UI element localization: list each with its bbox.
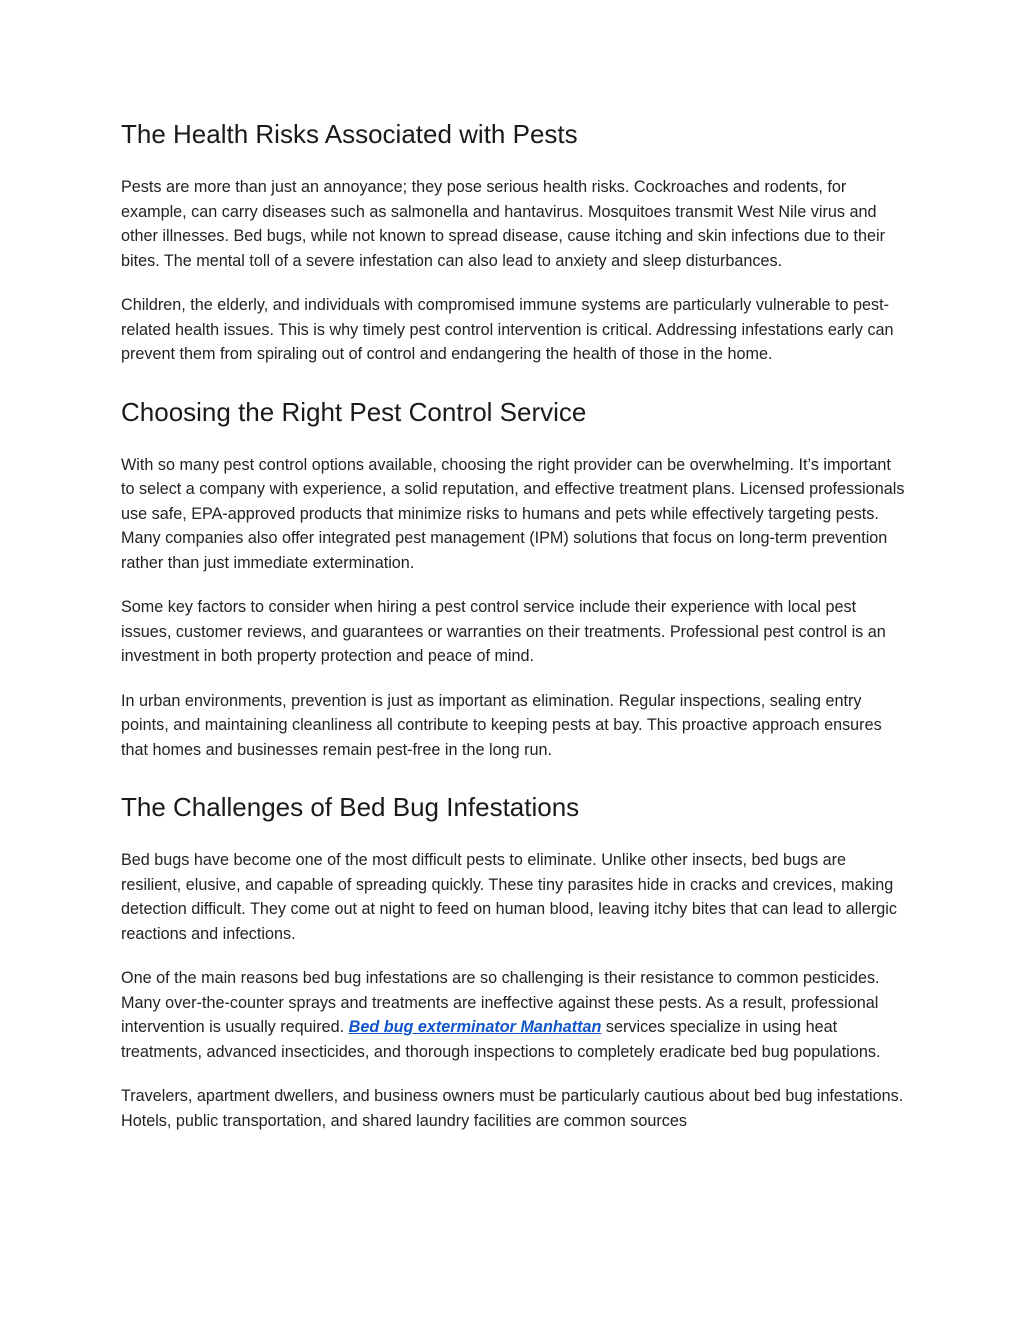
paragraph-choosing-service-2: Some key factors to consider when hiring a pest control service include their experience with local pest issues, customer reviews, and guarantees or warranties on their treatments. Professional pest control is an investment in both property protection and peace of mind. (121, 598, 886, 665)
paragraph-choosing-service-3: In urban environments, prevention is just as important as elimination. Regular inspections, sealing entry points, and maintaining cleanliness all contribute to keeping pests at bay. This proactive approach ensures that homes and businesses remain pest-free in the long run. (121, 691, 882, 759)
paragraph-bed-bug-2-before: One of the main reasons bed bug infestations are so challenging is their resistance to common pesticides. Many over-the-counter sprays and treatments are ineffective against these pests. As a result, professional intervention is usually required. (121, 969, 880, 1036)
section-heading-choosing-service: Choosing the Right Pest Control Service (121, 396, 587, 427)
document-page (121, 116, 906, 1133)
paragraph-bed-bug-3: Travelers, apartment dwellers, and business owners must be particularly cautious about bed bug infestations. Hotels, public transportation, and shared laundry facilities are common sources (121, 1087, 904, 1130)
section-heading-health-risks: The Health Risks Associated with Pests (121, 119, 578, 149)
paragraph-bed-bug-2-after: services specialize in using heat treatments, advanced insecticides, and thorough inspections to completely eradicate bed bug populations. (121, 1018, 881, 1061)
paragraph-bed-bug-1: Bed bugs have become one of the most difficult pests to eliminate. Unlike other insects, bed bugs are resilient, elusive, and capable of spreading quickly. These tiny parasites hide in cracks and crevices, making detection difficult. They come out at night to feed on human blood, leaving itchy bites that can lead to allergic reactions and infections. (121, 851, 897, 943)
paragraph-health-risks-2: Children, the elderly, and individuals with compromised immune systems are particularly vulnerable to pest-related health issues. This is why timely pest control intervention is critical. Addressing infestations early can prevent them from spiraling out of control and endangering the health of those in the home. (121, 296, 894, 363)
section-heading-bed-bug-challenges: The Challenges of Bed Bug Infestations (121, 792, 580, 822)
paragraph-choosing-service-1: With so many pest control options available, choosing the right provider can be overwhelming. It’s important to select a company with experience, a solid reputation, and effective treatment plans. Licensed professionals use safe, EPA-approved products that minimize risks to humans and pets while effectively targeting pests. Many companies also offer integrated pest management (IPM) solutions that focus on long-term prevention rather than just immediate extermination. (121, 455, 905, 572)
paragraph-health-risks-1: Pests are more than just an annoyance; they pose serious health risks. Cockroaches and rodents, for example, can carry diseases such as salmonella and hantavirus. Mosquitoes transmit West Nile virus and other illnesses. Bed bugs, while not known to spread disease, cause itching and skin infections due to their bites. The mental toll of a severe infestation can also lead to anxiety and sleep disturbances. (121, 178, 885, 270)
bed-bug-exterminator-link[interactable]: Bed bug exterminator Manhattan (348, 1018, 602, 1036)
paragraph-bed-bug-2 (121, 966, 906, 1064)
